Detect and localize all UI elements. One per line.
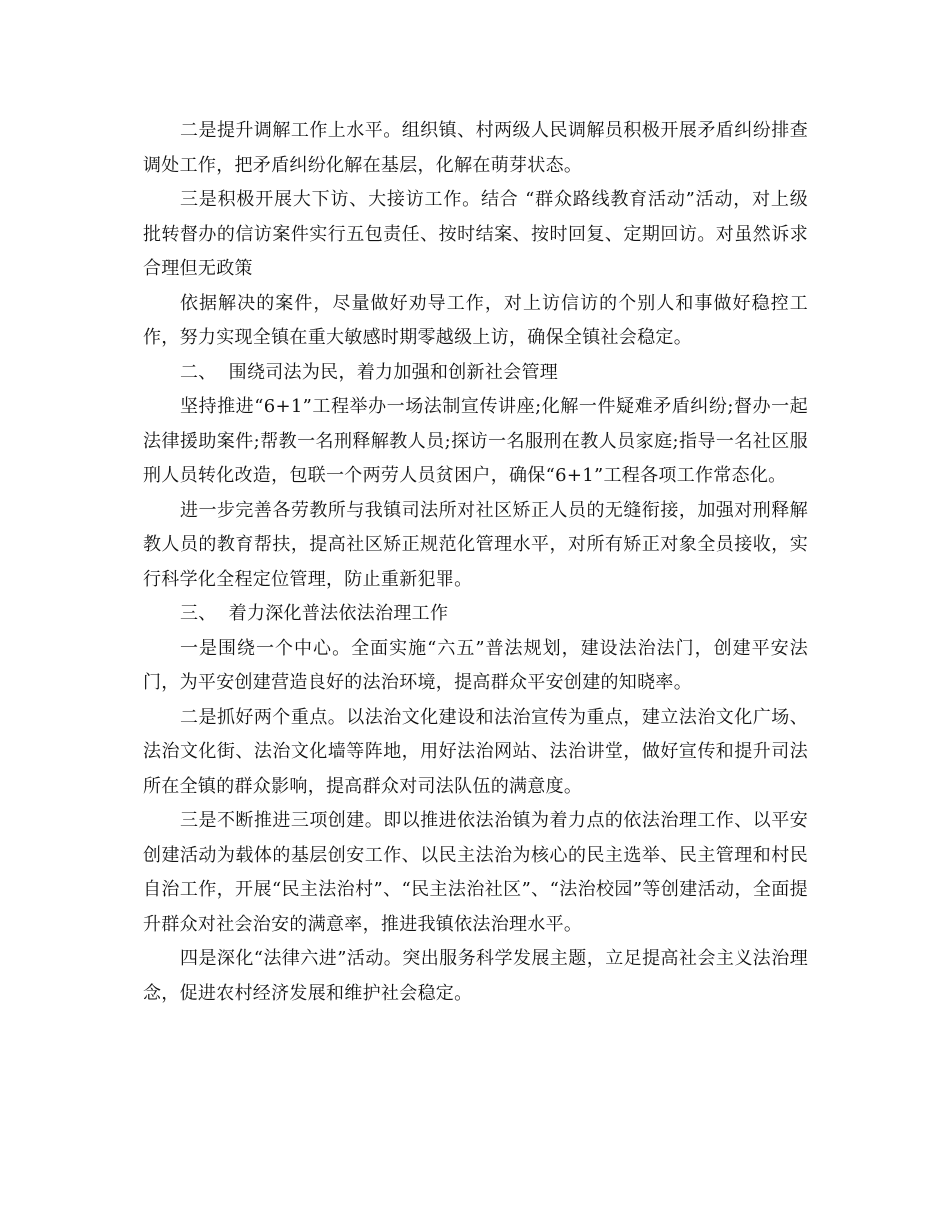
paragraph-two-focuses: 二是抓好两个重点。以法治文化建设和法治宣传为重点，建立法治文化广场、法治文化街、法治文化墙等阵地，用好法治网站、法治讲堂，做好宣传和提升司法所在全镇的群众影响，提高群众对司法队伍的满意度。 [143,706,808,797]
paragraph-mediation: 二是提升调解工作上水平。组织镇、村两级人民调解员积极开展矛盾纠纷排查调处工作，把矛盾纠纷化解在基层，化解在萌芽状态。 [143,120,808,176]
paragraph-one-center: 一是围绕一个中心。全面实施“六五”普法规划，建设法治法门，创建平安法门，为平安创建营造良好的法治环境，提高群众平安创建的知晓率。 [143,637,808,693]
document-body [143,114,808,1011]
paragraph-persuasion: 依据解决的案件，尽量做好劝导工作，对上访信访的个别人和事做好稳控工作，努力实现全镇在重大敏感时期零越级上访，确保全镇社会稳定。 [143,292,808,348]
paragraph-three-creations: 三是不断推进三项创建。即以推进依法治镇为着力点的依法治理工作、以平安创建活动为载体的基层创安工作、以民主法治为核心的民主选举、民主管理和村民自治工作，开展“民主法治村”、“民主法治社区”、“法治校园”等创建活动，全面提升群众对社会治安的满意率，推进我镇依法治理水平。 [143,810,808,935]
section-heading-law-popularization: 三、 着力深化普法依法治理工作 [180,603,449,624]
paragraph-six-law-entries: 四是深化“法律六进”活动。突出服务科学发展主题，立足提高社会主义法治理念，促进农村经济发展和维护社会稳定。 [143,948,808,1004]
section-heading-justice: 二、 围绕司法为民，着力加强和创新社会管理 [180,361,559,383]
paragraph-petition-visits: 三是积极开展大下访、大接访工作。结合 “群众路线教育活动”活动，对上级批转督办的信访案件实行五包责任、按时结案、按时回复、定期回访。对虽然诉求合理但无政策 [143,189,808,279]
paragraph-6plus1-project: 坚持推进“6+1”工程举办一场法制宣传讲座;化解一件疑难矛盾纠纷;督办一起法律援助案件;帮教一名刑释解教人员;探访一名服刑在教人员家庭;指导一名社区服刑人员转化改造，包联一个两劳人员贫困户，确保“6+1”工程各项工作常态化。 [143,396,808,486]
paragraph-community-correction: 进一步完善各劳教所与我镇司法所对社区矫正人员的无缝衔接，加强对刑释解教人员的教育帮扶，提高社区矫正规范化管理水平，对所有矫正对象全员接收，实行科学化全程定位管理，防止重新犯罪。 [143,499,808,590]
